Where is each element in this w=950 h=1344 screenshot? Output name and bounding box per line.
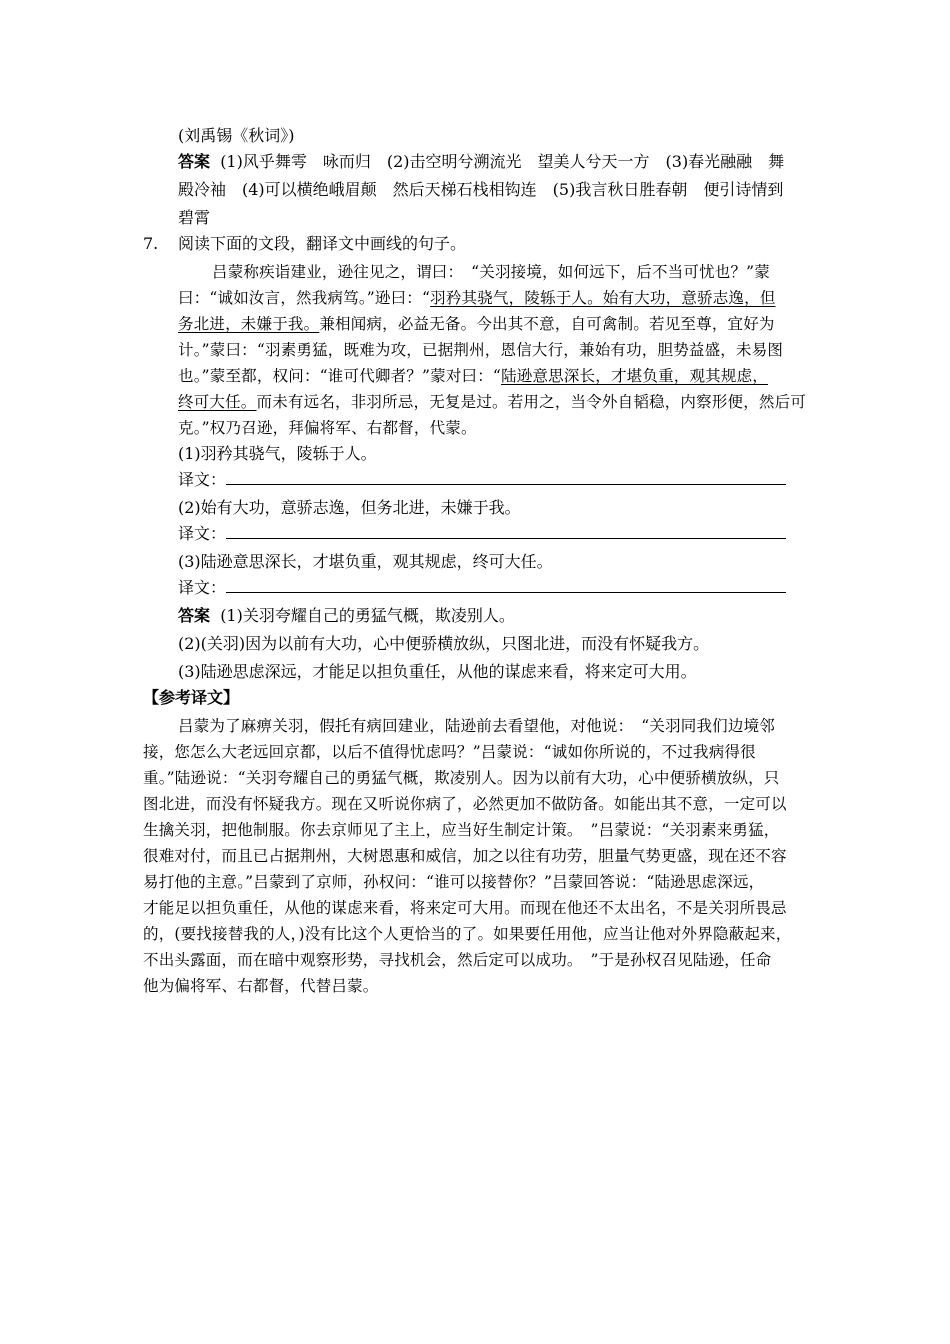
reference-line: 很难对付，而且已占据荆州，大树恩惠和威信，加之以往有功劳，胆量气势更盛，现在还不容: [143, 847, 787, 865]
reference-line: 他为偏将军、右都督，代替吕蒙。: [143, 977, 379, 995]
passage-line: [178, 364, 768, 388]
reference-line: 生擒关羽，把他制服。你去京师见了主上，应当好生制定计策。 ”吕蒙说：“关羽素来勇猛，: [143, 821, 780, 839]
answer-text-3: (3)陆逊思虑深远，才能足以担负重任，从他的谋虑来看，将来定可大用。: [178, 662, 697, 681]
translation-row-1: [178, 468, 786, 492]
answer-text-line3: 碧霄: [178, 208, 211, 227]
answer-block-q6-line1: [178, 150, 784, 174]
reference-line: 接，您怎么大老远回京都，以后不值得忧虑吗？”吕蒙说：“诚如你所说的，不过我病得很: [143, 743, 756, 761]
translation-label: 译文：: [178, 524, 227, 543]
translation-row-2: [178, 522, 786, 546]
translation-label: 译文：: [178, 470, 227, 489]
passage-text: 也。”蒙至都，权问：“谁可代卿者？”蒙对曰：“: [178, 367, 502, 385]
poem-source: (刘禹锡《秋词》): [178, 126, 295, 145]
passage-line: 克。”权乃召逊，拜偏将军、右都督，代蒙。: [178, 419, 477, 437]
answer-text: (1)风乎舞雩 咏而归 (2)击空明兮溯流光 望美人兮天一方 (3)春光融融 舞: [220, 152, 785, 171]
translation-blank-3[interactable]: [226, 576, 786, 593]
passage-text: 而未有远名，非羽所忌，无复是过。若用之，当令外自韬稳，内察形便，然后可: [256, 393, 807, 411]
reference-line: 才能足以担负重任，从他的谋虑来看，将来定可大用。而现在他还不太出名，不是关羽所畏忌: [143, 899, 787, 917]
answer-label: 答案: [178, 152, 211, 171]
answer-text-line2: 殿冷袖 (4)可以横绝峨眉颠 然后天梯石栈相钩连 (5)我言秋日胜春朝 便引诗情到: [178, 180, 784, 199]
answer-block-q7-line1: [178, 604, 515, 628]
reference-line: 图北进，而没有怀疑我方。现在又听说你病了，必然更加不做防备。如能出其不意，一定可以: [143, 795, 787, 813]
sentence-2: (2)始有大功，意骄志逸，但务北进，未嫌于我。: [178, 498, 521, 517]
reference-line: 吕蒙为了麻痹关羽，假托有病回建业，陆逊前去看望他，对他说： “关羽同我们边境邻: [178, 717, 775, 735]
passage-text: 曰：“诚如汝言，然我病笃。”逊曰：“: [178, 289, 431, 307]
reference-line: 易打他的主意。”吕蒙到了京师，孙权问：“谁可以接替你？”吕蒙回答说：“陆逊思虑深远，: [143, 873, 765, 891]
question-number: 7.: [143, 234, 159, 253]
reference-line: 不出头露面，而在暗中观察形势，寻找机会，然后定可以成功。 ”于是孙权召见陆逊，任命: [143, 951, 772, 969]
passage-line: [178, 390, 806, 414]
passage-text: 兼相闻病，必益无备。今出其不意，自可禽制。若见至尊，宜好为: [319, 315, 775, 333]
underlined-sentence: 羽矜其骁气，陵轹于人。始有大功，意骄志逸，但: [430, 289, 776, 307]
answer-label: 答案: [178, 606, 211, 625]
underlined-sentence: 陆逊意思深长，才堪负重，观其规虑，: [501, 367, 768, 385]
reference-line: 的，(要找接替我的人，)没有比这个人更恰当的了。如果要任用他，应当让他对外界隐蔽起来，: [143, 925, 792, 943]
translation-row-3: [178, 576, 786, 600]
passage-line: [178, 312, 775, 336]
passage-line: [178, 286, 776, 310]
answer-text: (1)关羽夸耀自己的勇猛气概，欺凌别人。: [220, 606, 515, 625]
underlined-sentence: 务北进，未嫌于我。: [178, 315, 320, 333]
sentence-3: (3)陆逊意思深长，才堪负重，观其规虑，终可大任。: [178, 552, 553, 571]
reference-line: 重。”陆逊说：“关羽夸耀自己的勇猛气概，欺凌别人。因为以前有大功，心中便骄横放纵，只: [143, 769, 780, 787]
reference-heading: 【参考译文】: [143, 688, 240, 707]
underlined-sentence: 终可大任。: [178, 393, 257, 411]
passage-line: 吕蒙称疾诣建业，逊往见之，谓曰： “关羽接境，如何远下，后不当可忧也？”蒙: [212, 263, 771, 281]
translation-blank-1[interactable]: [226, 468, 786, 485]
answer-text-2: (2)(关羽)因为以前有大功，心中便骄横放纵，只图北进，而没有怀疑我方。: [178, 634, 710, 653]
question-prompt: 阅读下面的文段，翻译文中画线的句子。: [178, 234, 467, 253]
passage-line: 计。”蒙曰：“羽素勇猛，既难为攻，已据荆州，恩信大行，兼始有功，胆势益盛，未易图: [178, 341, 784, 359]
translation-label: 译文：: [178, 578, 227, 597]
sentence-1: (1)羽矜其骁气，陵轹于人。: [178, 444, 377, 463]
translation-blank-2[interactable]: [226, 522, 786, 539]
